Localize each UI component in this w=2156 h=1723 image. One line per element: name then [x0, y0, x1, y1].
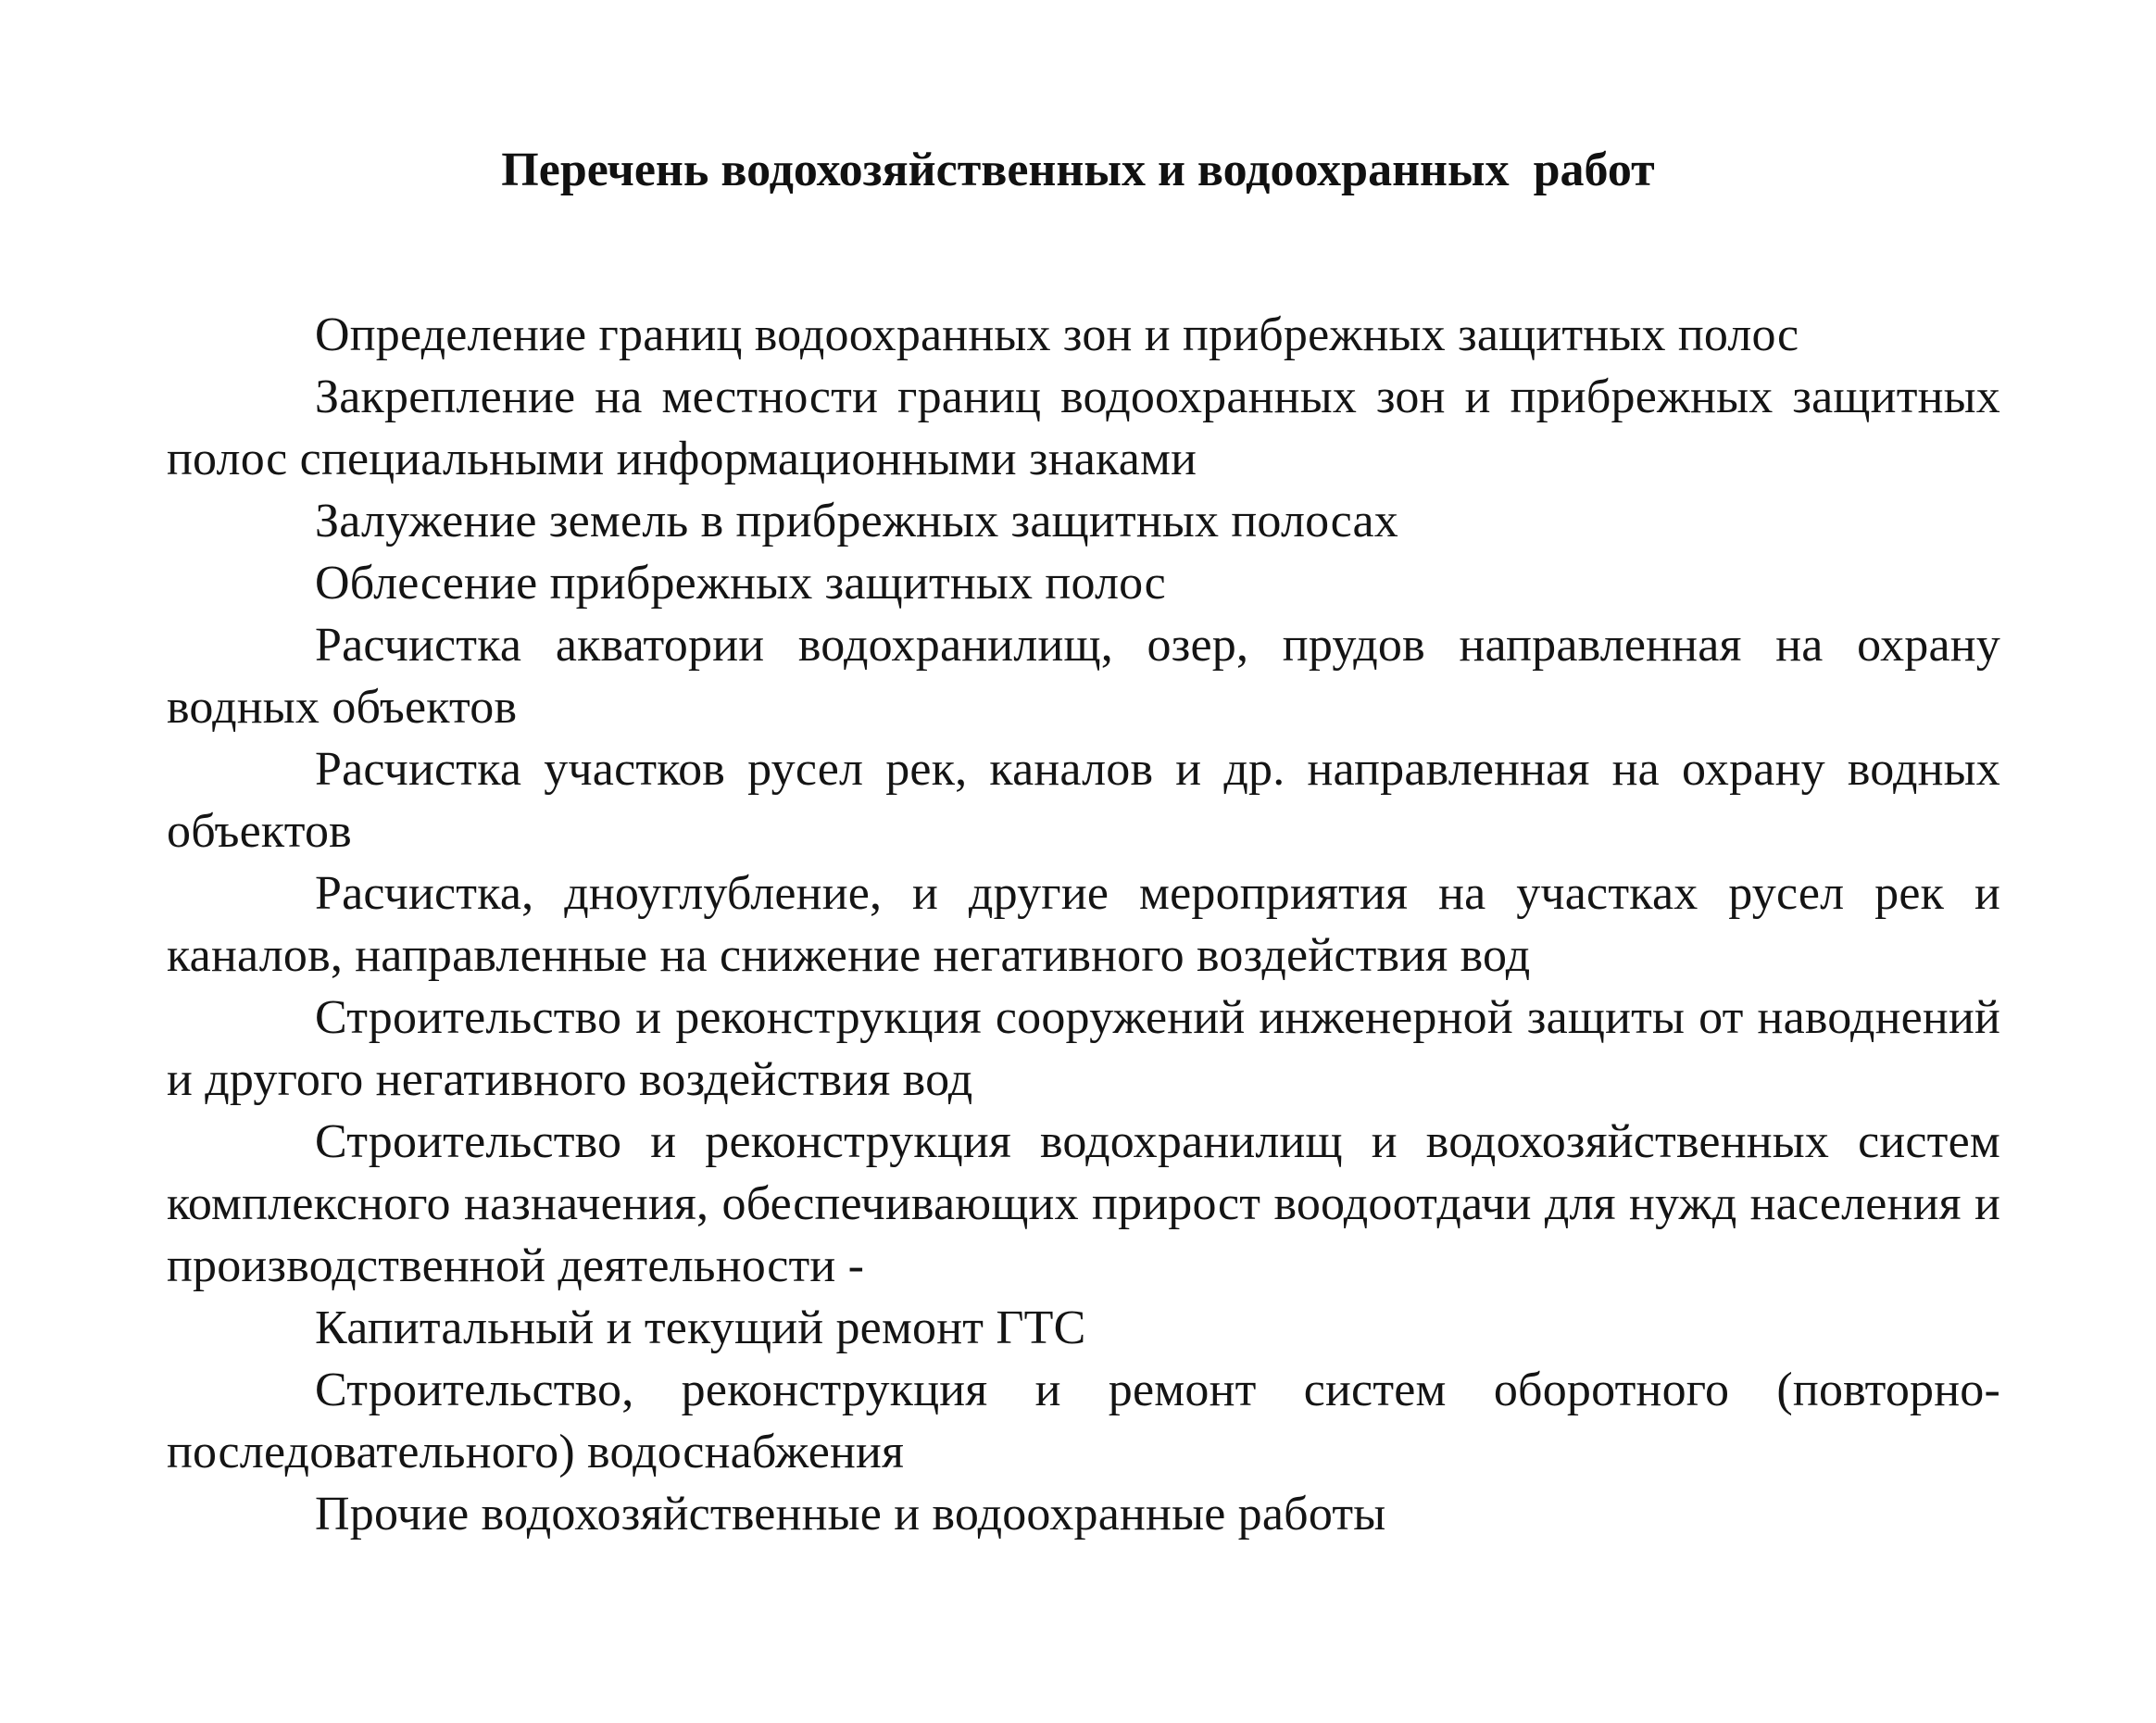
list-item: Строительство и реконструкция водохранилищ и водохозяйственных систем комплексного назначения, обеспечивающих прирост воодоотдачи для нужд населения и производственной деятельности -	[167, 1115, 2000, 1292]
list-item: Прочие водохозяйственные и водоохранные работы	[315, 1488, 1386, 1541]
list-item: Капитальный и текущий ремонт ГТС	[315, 1302, 1086, 1354]
list-item: Расчистка, дноуглубление, и другие мероприятия на участках русел рек и каналов, направленные на снижение негативного воздействия вод	[167, 867, 2000, 982]
list-item: Строительство, реконструкция и ремонт систем оборотного (повторно-последовательного) водоснабжения	[167, 1364, 2000, 1478]
list-item: Облесение прибрежных защитных полос	[315, 557, 1166, 610]
list-item: Закрепление на местности границ водоохранных зон и прибрежных защитных полос специальными информационными знаками	[167, 371, 2000, 485]
works-list	[167, 304, 2000, 1545]
list-item: Залужение земель в прибрежных защитных полосах	[315, 495, 1398, 547]
list-item: Расчистка участков русел рек, каналов и др. направленная на охрану водных объектов	[167, 743, 2000, 858]
list-item: Строительство и реконструкция сооружений инженерной защиты от наводнений и другого негативного воздействия вод	[167, 991, 2000, 1106]
document-title: Перечень водохозяйственных и водоохранных работ	[501, 144, 1655, 196]
list-item: Определение границ водоохранных зон и прибрежных защитных полос	[315, 308, 1799, 361]
list-item: Расчистка акватории водохранилищ, озер, прудов направленная на охрану водных объектов	[167, 619, 2000, 734]
